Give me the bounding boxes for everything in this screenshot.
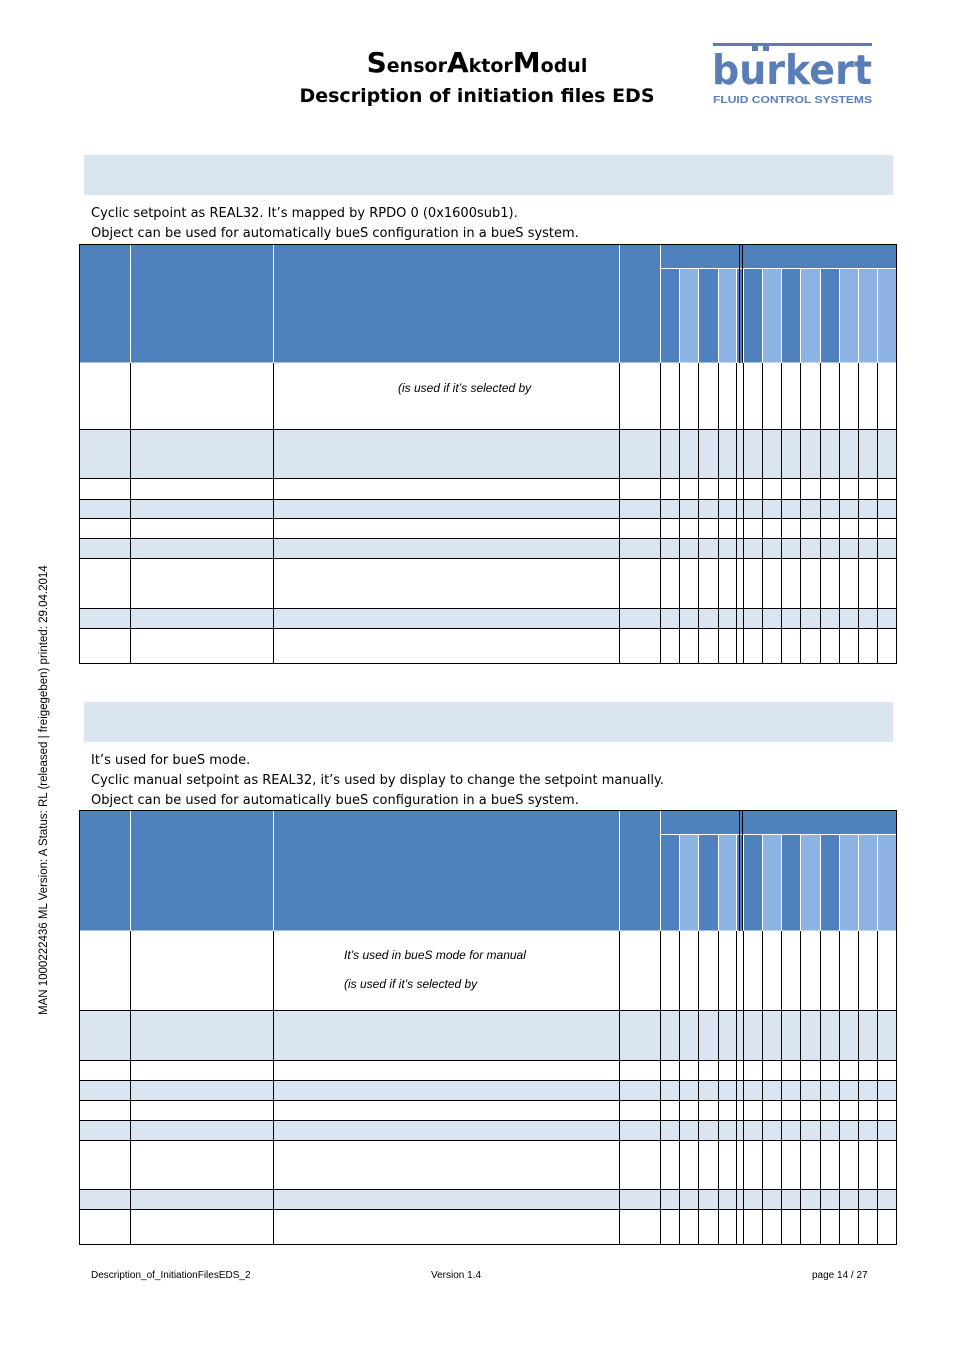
title-rest-2: ktor bbox=[468, 55, 513, 77]
section1-note: (is used if it’s selected by bbox=[398, 381, 532, 395]
table-row-shaded bbox=[79, 499, 897, 518]
footer-page-number: page 14 / 27 bbox=[812, 1270, 868, 1281]
logo-tagline: FLUID CONTROL SYSTEMS bbox=[713, 94, 872, 106]
header-subcell bbox=[877, 268, 896, 363]
header-subcell bbox=[679, 834, 698, 931]
header-subcell bbox=[877, 834, 896, 931]
table-row-shaded bbox=[79, 538, 897, 558]
document-status-sidebar: MAN 1000222436 ML Version: A Status: RL (released | freigegeben) printed: 29.04.2014 bbox=[38, 565, 50, 1015]
header-subcell bbox=[679, 268, 698, 363]
header-subcell bbox=[800, 268, 820, 363]
title-cap-2: A bbox=[446, 46, 469, 79]
burkert-logo bbox=[712, 40, 874, 108]
header-subcell bbox=[762, 834, 781, 931]
header-subcell bbox=[800, 834, 820, 931]
document-subtitle: Description of initiation files EDS bbox=[299, 85, 655, 107]
header-subcell bbox=[858, 268, 877, 363]
logo-wordmark: burkert bbox=[712, 46, 872, 94]
header-subcell bbox=[858, 834, 877, 931]
table-row-shaded bbox=[79, 608, 897, 628]
section-band-1 bbox=[84, 155, 893, 195]
object-table-2 bbox=[79, 810, 897, 1245]
section2-note-2: (is used if it’s selected by bbox=[344, 977, 478, 991]
section1-line-2: Object can be used for automatically bueS configuration in a bueS system. bbox=[91, 226, 579, 241]
section1-paragraph bbox=[91, 204, 579, 244]
title-rest-3: odul bbox=[540, 55, 588, 77]
table-row-shaded bbox=[79, 1080, 897, 1100]
table-row-shaded bbox=[79, 429, 897, 478]
section2-note-1: It’s used in bueS mode for manual bbox=[344, 948, 526, 962]
title-rest-1: ensor bbox=[386, 55, 447, 77]
object-table-1 bbox=[79, 244, 897, 664]
table-row-shaded bbox=[79, 1010, 897, 1060]
header-subcell bbox=[839, 268, 858, 363]
title-cap-1: S bbox=[366, 46, 387, 79]
section1-line-1: Cyclic setpoint as REAL32. It’s mapped by RPDO 0 (0x1600sub1). bbox=[91, 206, 518, 221]
section2-paragraph bbox=[91, 751, 664, 811]
footer-version: Version 1.4 bbox=[431, 1270, 482, 1281]
header-subcell bbox=[762, 268, 781, 363]
header-subcell bbox=[718, 268, 736, 363]
header-subcell bbox=[718, 834, 736, 931]
table-row-shaded bbox=[79, 1189, 897, 1209]
header-subcell bbox=[839, 834, 858, 931]
title-cap-3: M bbox=[512, 46, 541, 79]
table-row-shaded bbox=[79, 1120, 897, 1140]
section2-line-2: Cyclic manual setpoint as REAL32, it’s used by display to change the setpoint manually. bbox=[91, 773, 665, 788]
footer-filename: Description_of_InitiationFilesEDS_2 bbox=[91, 1270, 251, 1281]
section-band-2 bbox=[84, 702, 893, 742]
section2-line-1: It’s used for bueS mode. bbox=[91, 753, 251, 768]
section2-line-3: Object can be used for automatically bueS configuration in a bueS system. bbox=[91, 793, 579, 808]
